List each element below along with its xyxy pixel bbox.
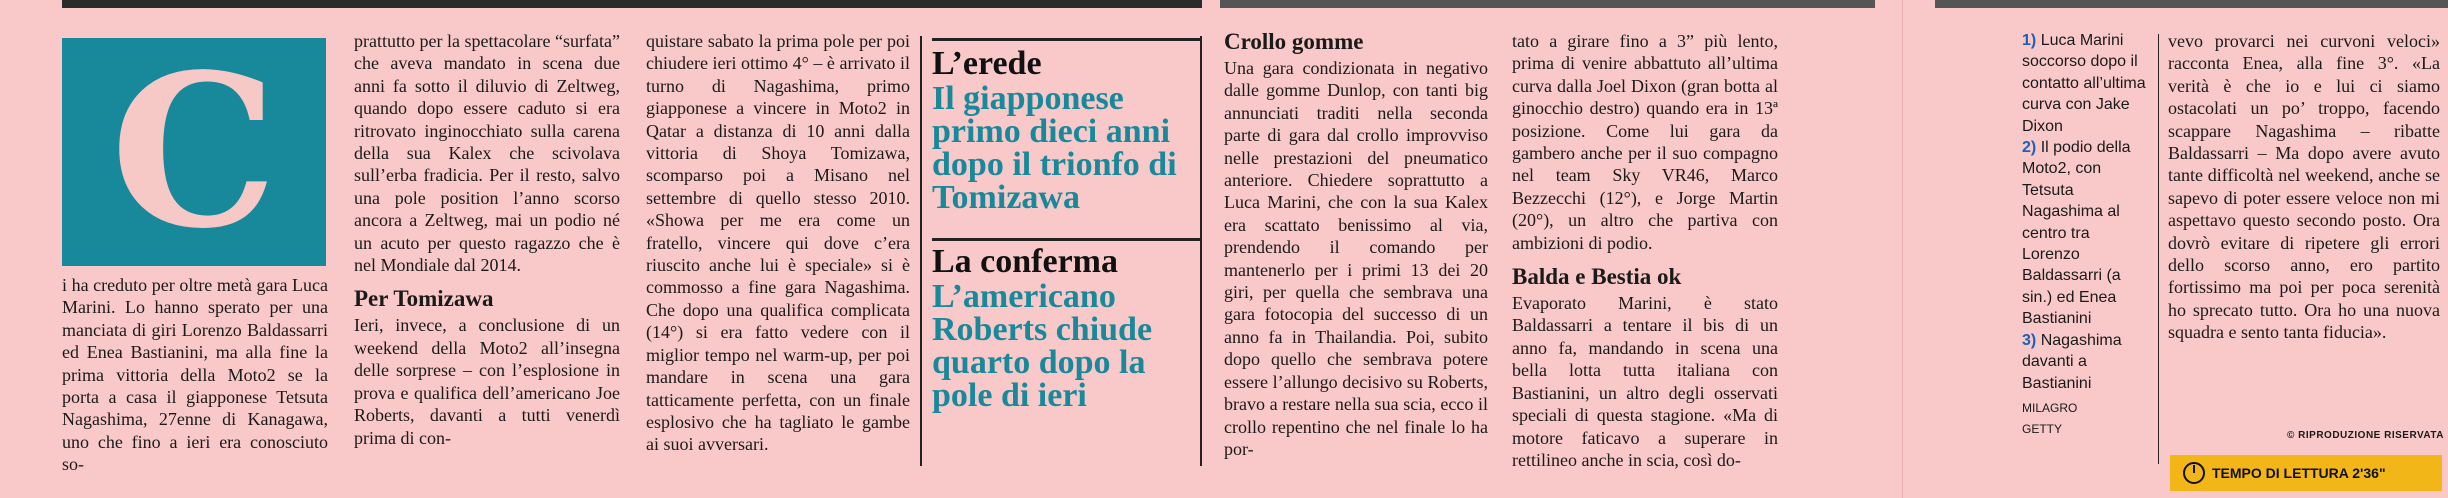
box-rule-right xyxy=(1200,36,1202,466)
box-subtitle-1: Il giapponese primo dieci anni dopo il trionfo di Tomizawa xyxy=(932,80,1177,216)
subheading: Crollo gomme xyxy=(1224,29,1364,54)
paragraph: quistare sabato la prima pole per poi chiudere ieri ottimo 4° – è arrivato il turno di Nagashima, primo giapponese a vincere in Moto2 in Qatar a distanza di 10 anni dalla vittoria di Shoya Tomizawa, scomparso poi a Misano nel settembre di quello stesso 2010. «Showa per me era come un fratello, vincere qui dove c’era riuscito anche lui è speciale» si è commosso a fine gara Nagashima. Che dopo una qualifica complicata (14°) si era fatto vedere con il miglior tempo nel warm-up, per poi mandare in scena una gara tatticamente perfetta, con un finale esplosivo che ha tagliato le gambe ai suoi avversari. xyxy=(646,31,910,455)
article-column-1 xyxy=(62,274,328,476)
top-photo-edge-right xyxy=(1935,0,2448,8)
box-rule-middle xyxy=(932,238,1200,241)
highlight-box-1 xyxy=(932,46,1194,214)
article-column-8 xyxy=(2168,30,2440,344)
photo-credit-1: MILAGRO xyxy=(2022,400,2078,415)
box-rule-top xyxy=(932,38,1200,41)
top-photo-edge-left xyxy=(62,0,1202,8)
caption-item-2: 2) Il podio della Moto2, con Tetsuta Nagashima al centro tra Lorenzo Baldassarri (a sin.) ed Enea Bastianini xyxy=(2022,139,2131,328)
paragraph: tato a girare fino a 3” più lento, prima di venire abbattuto all’ultima curva dalla Joel Dixon (gran botta al ginocchio destro) quando era in 13ª posizione. Come lui gara da gambero anche per il suo compagno nel team Sky VR46, Marco Bezzecchi (12°), e Jorge Martin (20°), un altro che partiva con ambizioni di podio. xyxy=(1512,31,1778,253)
paragraph: Ieri, invece, a conclusione di un weekend della Moto2 all’insegna delle sorprese – con l’esplosione in prova e qualifica dell’americano Joe Roberts, davanti a tutti venerdì prima di con- xyxy=(354,315,620,448)
reading-time-badge xyxy=(2170,455,2442,491)
subheading: Balda e Bestia ok xyxy=(1512,264,1682,290)
drop-cap: C xyxy=(62,38,326,266)
box-subtitle-2: L’americano Roberts chiude quarto dopo la pole di ieri xyxy=(932,278,1153,414)
page-gutter xyxy=(1902,0,1903,498)
box-rule-left xyxy=(920,36,922,466)
subheading: Per Tomizawa xyxy=(354,286,494,312)
clock-icon xyxy=(2182,461,2206,485)
box-title-2: La conferma xyxy=(932,243,1119,280)
paragraph: Evaporato Marini, è stato Baldassarri a tentare il bis di un anno fa, mandando in scena una bella lotta tutta italiana con Bastianini, un altro degli osservati speciali di questa stagione. «Ma di motore faticavo a superare in rettilineo anche in scia, così do- xyxy=(1512,293,1778,470)
box-title-1: L’erede xyxy=(932,45,1042,82)
reading-time-label: TEMPO DI LETTURA 2'36" xyxy=(2212,465,2386,481)
copyright-notice: © RIPRODUZIONE RISERVATA xyxy=(2287,430,2444,441)
highlight-box-2 xyxy=(932,244,1194,412)
paragraph: i ha creduto per oltre metà gara Luca Marini. Lo hanno sperato per una manciata di giri Lorenzo Baldassarri ed Enea Bastianini, ma alla fine la prima vittoria della Moto2 se la porta a casa il giapponese Tetsuta Nagashima, 27enne di Kanagawa, uno che fino a ieri era conosciuto so- xyxy=(62,275,328,475)
article-column-3 xyxy=(646,30,910,456)
article-column-2 xyxy=(354,30,620,449)
photo-credit-2: GETTY xyxy=(2022,422,2063,437)
caption-item-1: 1) Luca Marini soccorso dopo il contatto all’ultima curva con Jake Dixon xyxy=(2022,32,2146,135)
paragraph: Una gara condizionata in negativo dalle gomme Dunlop, con tanti big annunciati traditi nella seconda parte di gara dal crollo improvviso nelle prestazioni del pneumatico anteriore. Chiedere soprattutto a Luca Marini, che con la sua Kalex era scattato benissimo al via, prendendo il comando per mantenerlo per i primi 13 dei 20 giri, per quella che sembrava una gara fotocopia del successo di un anno fa in Thailandia. Poi, subito dopo quello che sembrava potere essere l’allungo decisivo su Roberts, bravo a restare nella sua scia, ecco il crollo repentino che nel finale lo ha por- xyxy=(1224,58,1488,459)
article-column-5 xyxy=(1224,30,1488,460)
caption-item-3: 3) Nagashima davanti a Bastianini xyxy=(2022,331,2122,392)
article-column-6 xyxy=(1512,30,1778,471)
top-photo-edge-middle xyxy=(1220,0,1875,8)
paragraph: vevo provarci nei curvoni veloci» racconta Enea, alla fine 3°. «La verità è che io e lui ci siamo ostacolati un po’ troppo, facendo scappare Nagashima – ribatte Baldassarri – Ma dopo avere avuto tante difficoltà nel weekend, anche se sapevo di poter essere veloce non mi aspettavo questo secondo posto. Ora dovrò evitare di ripetere gli errori dello scorso anno, ero partito fortissimo ma poi per poca serenità ho sprecato tutto. Ora ho una nuova squadra e sento tanta fiducia». xyxy=(2168,31,2440,343)
paragraph: prattutto per la spettacolare “surfata” che aveva mandato in scena due anni fa sotto il diluvio di Zeltweg, quando dopo essere caduto si era ritrovato inginocchiato sulla carena della sua Kalex che scivolava sull’erba fradicia. Per il resto, salvo una pole position l’anno scorso ancora a Zeltweg, mai un podio né un acuto per questo ragazzo che è nel Mondiale dal 2014. xyxy=(354,31,620,276)
photo-caption xyxy=(2022,30,2150,441)
caption-rule xyxy=(2158,34,2159,464)
